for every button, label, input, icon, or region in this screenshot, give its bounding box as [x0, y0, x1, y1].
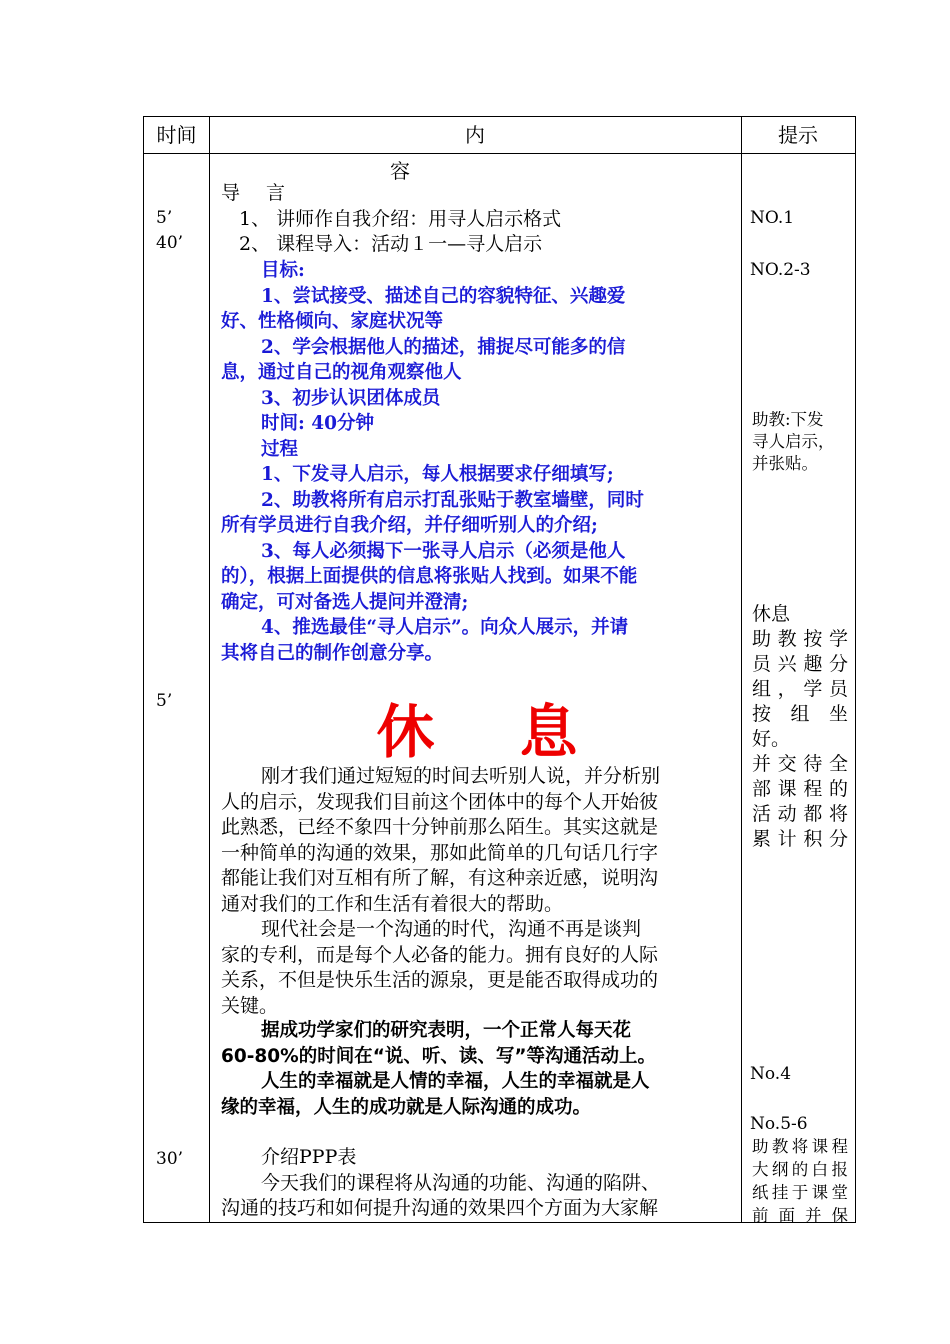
ppp-intro: 介绍PPP表 今天我们的课程将从沟通的功能、沟通的陷阱、 沟通的技巧和如何提升沟通的效果四个方面为大家解 — [221, 1145, 733, 1222]
activity-time: 时间: 40分钟 — [261, 413, 375, 434]
time-cell: 40’ — [156, 233, 184, 253]
process-step: 其将自己的制作创意分享。 — [221, 642, 444, 664]
goal-label: 目标: — [261, 260, 305, 281]
column-divider — [209, 117, 210, 1222]
process-step: 2、助教将所有启示打乱张贴于教室墙壁，同时 — [261, 489, 644, 511]
time-cell: 5’ — [156, 208, 173, 228]
process-step: 1、下发寻人启示，每人根据要求仔细填写; — [261, 464, 614, 485]
tip-no1: NO.1 — [750, 208, 795, 228]
paragraph-1: 刚才我们通过短短的时间去听别人说，并分析别 人的启示，发现我们目前这个团体中的每个人开始彼 此熟悉，已经不象四十分钟前那么陌生。其实这就是 一种简单的沟通的效果，那如此简单的几句话几行字 都能让我们对互相有所了解，有这种亲近感，说明沟 通对我们的工作和生活有着很大的帮助。 — [221, 765, 661, 915]
process-step: 所有学员进行自我介绍，并仔细听别人的介绍; — [221, 515, 598, 536]
column-divider — [741, 117, 742, 1222]
time-cell: 5’ — [156, 691, 173, 711]
intro-item: 2、 课程导入：活动１一—寻人启示 — [239, 233, 543, 255]
tip-rest: 休息 助教按学 员兴趣分 组，学员 按 组 坐 好。 并交待全 部课程的 活动都将 累计积分 — [752, 603, 848, 850]
header-time: 时间 — [156, 123, 197, 147]
intro-block — [221, 181, 733, 258]
process-step: 的），根据上面提供的信息将张贴人找到。如果不能 — [221, 566, 638, 587]
activity-block — [221, 258, 733, 666]
ppp-heading: 介绍PPP表 — [261, 1146, 357, 1168]
tip-no23: NO.2-3 — [750, 260, 811, 280]
goal-line: 2、学会根据他人的描述，捕捉尽可能多的信 — [261, 336, 626, 358]
intro-heading: 导 言 — [221, 182, 296, 204]
header-content: 内 容 — [390, 123, 635, 183]
tip-no56: No.5-6 — [750, 1114, 808, 1134]
process-step: 确定，可对备选人提问并澄清; — [221, 591, 469, 613]
goal-line: 息，通过自己的视角观察他人 — [221, 362, 462, 383]
paragraph-2: 现代社会是一个沟通的时代，沟通不再是谈判 家的专利，而是每个人必备的能力。拥有良好的人际 关系，不但是快乐生活的源泉，更是能否取得成功的 关键。 — [221, 918, 659, 1017]
research-statement: 据成功学家们的研究表明，一个正常人每天花 60-80%的时间在“说、听、读、写”等沟通活动上。 人生的幸福就是人情的幸福，人生的幸福就是人 缘的幸福，人生的成功就是人际沟通的成功。 — [221, 1020, 657, 1118]
time-cell: 30’ — [156, 1149, 184, 1169]
header-tips: 提示 — [778, 123, 818, 147]
process-step: 4、推选最佳“寻人启示”。向众人展示，并请 — [261, 617, 629, 638]
goal-line: 3、初步认识团体成员 — [261, 387, 441, 409]
break-title: 休息 — [376, 698, 663, 766]
goal-line: 好、性格倾向、家庭状况等 — [221, 311, 444, 332]
goal-line: 1、尝试接受、描述自己的容貌特征、兴趣爱 — [261, 285, 626, 307]
process-label: 过程 — [261, 438, 299, 460]
tip-no4: No.4 — [750, 1064, 792, 1084]
lesson-plan-table — [143, 116, 856, 1223]
intro-item: 1、 讲师作自我介绍：用寻人启示格式 — [239, 207, 562, 230]
tip-assist-outline: 助教将课程 大纲的白报 纸挂于课堂 前 面 并 保 — [752, 1137, 848, 1225]
tip-assist-post: 助教:下发 寻人启示， 并张贴。 — [752, 410, 835, 473]
process-step: 3、每人必须揭下一张寻人启示（必须是他人 — [261, 540, 626, 562]
